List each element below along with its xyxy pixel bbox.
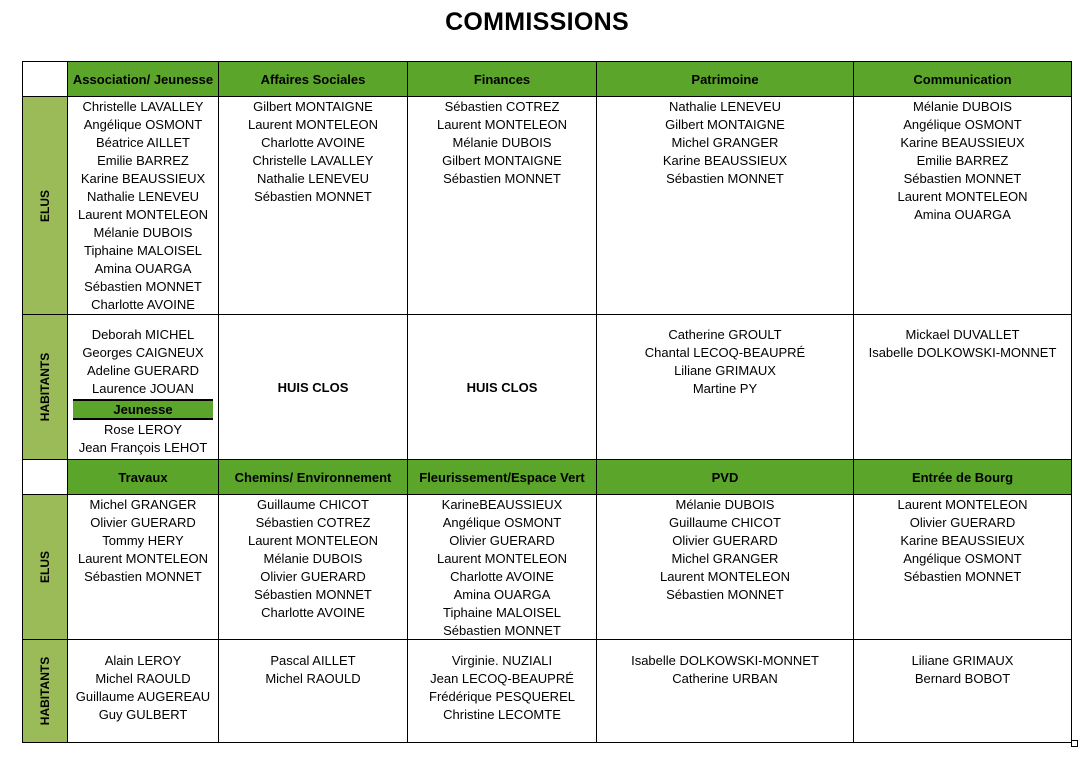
- habitants-label: HABITANTS: [38, 656, 52, 726]
- member-name: Nathalie LENEVEU: [669, 99, 781, 114]
- header-affaires-sociales: Affaires Sociales: [218, 61, 408, 97]
- member-name: Guillaume AUGEREAU: [75, 689, 211, 704]
- top-habitants-affaires-sociales: [218, 314, 408, 460]
- member-name: Amina OUARGA: [94, 261, 192, 276]
- header-entree-de-bourg: Entrée de Bourg: [853, 459, 1072, 495]
- member-name: Laurent MONTELEON: [897, 189, 1028, 204]
- member-name: Mélanie DUBOIS: [913, 99, 1012, 114]
- member-name: Karine BEAUSSIEUX: [80, 171, 206, 186]
- top-habitants-patrimoine: [596, 314, 854, 460]
- member-name: Sébastien MONNET: [666, 587, 784, 602]
- bottom-elus-entree-de-bourg: [853, 494, 1072, 640]
- member-name: Christine LECOMTE: [443, 707, 561, 722]
- member-name: Guillaume CHICOT: [257, 497, 369, 512]
- row-label-elus-bottom: [22, 494, 68, 640]
- bottom-elus-fleurissement: [407, 494, 597, 640]
- member-name: Angélique OSMONT: [83, 117, 203, 132]
- corner-cell-top: [22, 61, 68, 97]
- bottom-elus-chemins: [218, 494, 408, 640]
- header-fleurissement-espace-vert: Fleurissement/Espace Vert: [407, 459, 597, 495]
- member-name: Gilbert MONTAIGNE: [442, 153, 562, 168]
- member-name: Tommy HERY: [102, 533, 184, 548]
- member-name: Laurent MONTELEON: [659, 569, 791, 584]
- row-label-habitants-top: [22, 314, 68, 460]
- table-resize-handle[interactable]: [1071, 740, 1078, 747]
- member-name: Mélanie DUBOIS: [93, 225, 193, 240]
- member-name: Laurent MONTELEON: [436, 551, 568, 566]
- top-habitants-association: [67, 314, 219, 460]
- member-name: Christelle LAVALLEY: [252, 153, 374, 168]
- member-name: Isabelle DOLKOWSKI-MONNET: [631, 653, 819, 668]
- member-name: Karine BEAUSSIEUX: [900, 135, 1025, 150]
- elus-label: ELUS: [38, 189, 52, 222]
- member-name: Mickael DUVALLET: [905, 327, 1020, 342]
- member-name: Mélanie DUBOIS: [452, 135, 552, 150]
- member-name: Jean François LEHOT: [78, 440, 208, 455]
- member-name: Olivier GUERARD: [909, 515, 1016, 530]
- member-name: Michel GRANGER: [89, 497, 197, 512]
- bottom-elus-travaux: [67, 494, 219, 640]
- header-communication: Communication: [853, 61, 1072, 97]
- member-name: Mélanie DUBOIS: [675, 497, 775, 512]
- member-name: Liliane GRIMAUX: [674, 363, 776, 378]
- elus-label: ELUS: [38, 550, 52, 584]
- header-pvd: PVD: [596, 459, 854, 495]
- header-patrimoine: Patrimoine: [596, 61, 854, 97]
- member-name: Guillaume CHICOT: [669, 515, 781, 530]
- member-name: Martine PY: [692, 381, 758, 396]
- member-name: Karine BEAUSSIEUX: [900, 533, 1025, 548]
- huis-clos-label: HUIS CLOS: [466, 379, 538, 395]
- member-name: Guy GULBERT: [98, 707, 188, 722]
- row-label-habitants-bottom: [22, 639, 68, 743]
- member-name: Olivier GUERARD: [672, 533, 778, 548]
- huis-clos-label: HUIS CLOS: [277, 379, 349, 395]
- member-name: Catherine GROULT: [668, 327, 782, 342]
- member-name: Charlotte AVOINE: [261, 605, 365, 620]
- top-habitants-finances: [407, 314, 597, 460]
- header-finances: Finances: [407, 61, 597, 97]
- member-name: KarineBEAUSSIEUX: [441, 497, 563, 512]
- member-name: Michel RAOULD: [95, 671, 191, 686]
- bottom-habitants-chemins: [218, 639, 408, 743]
- member-name: Charlotte AVOINE: [450, 569, 554, 584]
- member-name: Gilbert MONTAIGNE: [665, 117, 785, 132]
- member-name: Laurent MONTELEON: [897, 497, 1028, 512]
- member-name: Laurent MONTELEON: [77, 207, 209, 222]
- bottom-habitants-pvd: [596, 639, 854, 743]
- member-name: Gilbert MONTAIGNE: [253, 99, 373, 114]
- member-name: Deborah MICHEL: [91, 327, 195, 342]
- member-name: Laurent MONTELEON: [436, 117, 568, 132]
- member-name: Emilie BARREZ: [916, 153, 1009, 168]
- top-elus-communication: [853, 96, 1072, 315]
- member-name: Michel GRANGER: [671, 135, 779, 150]
- member-name: Angélique OSMONT: [903, 551, 1022, 566]
- top-habitants-communication: [853, 314, 1072, 460]
- member-name: Laurent MONTELEON: [247, 533, 379, 548]
- member-name: Emilie BARREZ: [97, 153, 189, 168]
- header-chemins-environnement: Chemins/ Environnement: [218, 459, 408, 495]
- member-name: Laurent MONTELEON: [247, 117, 379, 132]
- member-name: Sébastien MONNET: [903, 171, 1022, 186]
- member-name: Angélique OSMONT: [903, 117, 1022, 132]
- top-elus-finances: [407, 96, 597, 315]
- habitants-label: HABITANTS: [38, 352, 52, 422]
- bottom-habitants-entree-de-bourg: [853, 639, 1072, 743]
- header-travaux: Travaux: [67, 459, 219, 495]
- member-name: Alain LEROY: [104, 653, 182, 668]
- member-name: Laurent MONTELEON: [77, 551, 209, 566]
- member-name: Christelle LAVALLEY: [82, 99, 204, 114]
- member-name: Jean LECOQ-BEAUPRÉ: [430, 671, 574, 686]
- bottom-habitants-fleurissement: [407, 639, 597, 743]
- top-elus-affaires-sociales: [218, 96, 408, 315]
- header-association-jeunesse: Association/ Jeunesse: [67, 61, 219, 97]
- member-name: Amina OUARGA: [914, 207, 1011, 222]
- member-name: Georges CAIGNEUX: [82, 345, 204, 360]
- member-name: Angélique OSMONT: [442, 515, 562, 530]
- member-name: Charlotte AVOINE: [261, 135, 365, 150]
- member-name: Sébastien COTREZ: [255, 515, 371, 530]
- member-name: Sébastien MONNET: [84, 279, 202, 294]
- member-name: Tiphaine MALOISEL: [442, 605, 562, 620]
- member-name: Michel GRANGER: [671, 551, 779, 566]
- member-name: Sébastien MONNET: [254, 587, 372, 602]
- member-name: Tiphaine MALOISEL: [83, 243, 203, 258]
- row-label-elus-top: [22, 96, 68, 315]
- corner-cell-bottom: [22, 459, 68, 495]
- member-name: Adeline GUERARD: [87, 363, 199, 378]
- member-name: Laurence JOUAN: [92, 381, 194, 396]
- member-name: Sébastien MONNET: [254, 189, 372, 204]
- member-name: Bernard BOBOT: [914, 671, 1011, 686]
- member-name: Olivier GUERARD: [90, 515, 196, 530]
- member-name: Nathalie LENEVEU: [87, 189, 199, 204]
- member-name: Chantal LECOQ-BEAUPRÉ: [644, 345, 806, 360]
- member-name: Liliane GRIMAUX: [911, 653, 1014, 668]
- bottom-elus-pvd: [596, 494, 854, 640]
- member-name: Sébastien MONNET: [443, 623, 561, 638]
- member-name: Isabelle DOLKOWSKI-MONNET: [868, 345, 1057, 360]
- member-name: Sébastien MONNET: [443, 171, 561, 186]
- member-name: Charlotte AVOINE: [91, 297, 195, 312]
- top-elus-patrimoine: [596, 96, 854, 315]
- member-name: Virginie. NUZIALI: [451, 653, 553, 668]
- page-title: COMMISSIONS: [445, 8, 629, 36]
- member-name: Karine BEAUSSIEUX: [662, 153, 788, 168]
- jeunesse-subheader: Jeunesse: [73, 399, 213, 420]
- member-name: Mélanie DUBOIS: [263, 551, 363, 566]
- member-name: Pascal AILLET: [270, 653, 356, 668]
- member-name: Sébastien MONNET: [84, 569, 202, 584]
- member-name: Sébastien MONNET: [903, 569, 1022, 584]
- top-elus-association: [67, 96, 219, 315]
- member-name: Sébastien MONNET: [666, 171, 784, 186]
- member-name: Rose LEROY: [103, 422, 183, 437]
- member-name: Olivier GUERARD: [260, 569, 366, 584]
- member-name: Sébastien COTREZ: [444, 99, 560, 114]
- member-name: Nathalie LENEVEU: [257, 171, 369, 186]
- member-name: Olivier GUERARD: [449, 533, 555, 548]
- member-name: Amina OUARGA: [453, 587, 551, 602]
- member-name: Catherine URBAN: [672, 671, 778, 686]
- member-name: Michel RAOULD: [265, 671, 361, 686]
- bottom-habitants-travaux: [67, 639, 219, 743]
- member-name: Frédérique PESQUEREL: [429, 689, 575, 704]
- member-name: Béatrice AILLET: [96, 135, 190, 150]
